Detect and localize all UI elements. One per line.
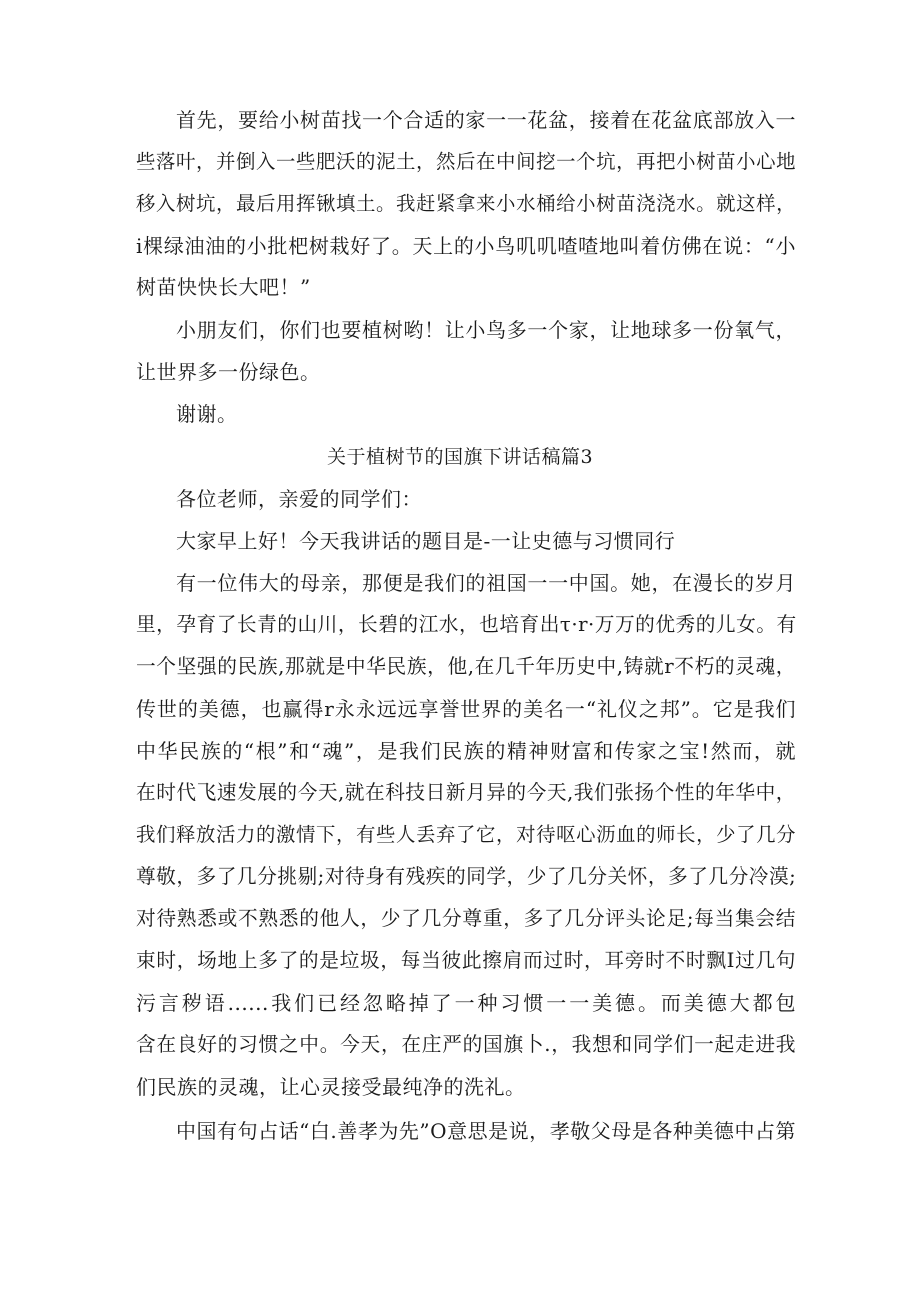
paragraph-line: 们民族的灵魂，让心灵接受最纯净的洗礼。 xyxy=(136,1075,526,1099)
paragraph-line: 一个坚强的民族,那就是中华民族，他,在几千年历史中,铸就r不朽的灵魂， xyxy=(136,655,796,678)
paragraph-line: 大家早上好！今天我讲话的题目是-一让史德与习惯同行 xyxy=(176,529,676,553)
section-heading: 关于植树节的国旗下讲话稿篇3 xyxy=(326,446,594,468)
paragraph-line: 中国有句占话“白.善孝为先”O意思是说，孝敬父母是各种美德中占第 xyxy=(176,1119,796,1143)
paragraph-line: 污言秽语......我们已经忽略掉了一种习惯一一美德。而美德大都包 xyxy=(136,991,796,1015)
paragraph-line: 尊敬，多了几分挑剔;对待身有残疾的同学，少了几分关怀，多了几分冷漠; xyxy=(136,865,797,888)
paragraph-line: 首先，要给小树苗找一个合适的家一一花盆，接着在花盆底部放入一 xyxy=(176,108,796,132)
paragraph-line: 小朋友们，你们也要植树哟！让小鸟多一个家，让地球多一份氧气， xyxy=(176,318,796,342)
paragraph-line: i棵绿油油的小批杷树栽好了。天上的小鸟叽叽喳喳地叫着仿佛在说：“小 xyxy=(136,234,796,258)
paragraph-line: 传世的美德，也赢得r永永远远享誉世界的美名一“礼仪之邦”。它是我们 xyxy=(136,697,796,721)
paragraph-line: 束时，场地上多了的是垃圾，每当彼此擦肩而过时，耳旁时不时飘I过几句 xyxy=(136,949,796,972)
paragraph-line: 些落叶，并倒入一些肥沃的泥土，然后在中间挖一个坑，再把小树苗小心地 xyxy=(136,150,796,173)
paragraph-line: 我们释放活力的激情下，有些人丢弃了它，对待呕心沥血的师长，少了几分 xyxy=(136,823,796,846)
paragraph-line: 中华民族的“根”和“魂”，是我们民族的精神财富和传家之宝!然而，就 xyxy=(136,739,796,763)
paragraph-line: 谢谢。 xyxy=(176,402,238,426)
paragraph-line: 含在良好的习惯之中。今天，在庄严的国旗卜.，我想和同学们一起走进我 xyxy=(136,1033,796,1056)
paragraph-line: 有一位伟大的母亲，那便是我们的祖国一一中国。她，在漫长的岁月 xyxy=(176,571,796,595)
paragraph-line: 移入树坑，最后用挥锹填土。我赶紧拿来小水桶给小树苗浇浇水。就这样， xyxy=(136,192,796,215)
paragraph-line: 里，孕育了长青的山川，长碧的江水，也培育出τ·r·万万的优秀的儿女。有 xyxy=(136,613,797,636)
paragraph-line: 对待熟悉或不熟悉的他人，少了几分尊重，多了几分评头论足;每当集会结 xyxy=(136,907,796,930)
salutation-line: 各位老师，亲爱的同学们： xyxy=(176,487,422,511)
paragraph-line: 在时代飞速发展的今天,就在科技日新月异的今天,我们张扬个性的年华中， xyxy=(136,781,796,804)
paragraph-line: 树苗快快长大吧！” xyxy=(136,275,311,299)
paragraph-line: 让世界多一份绿色。 xyxy=(136,360,321,384)
